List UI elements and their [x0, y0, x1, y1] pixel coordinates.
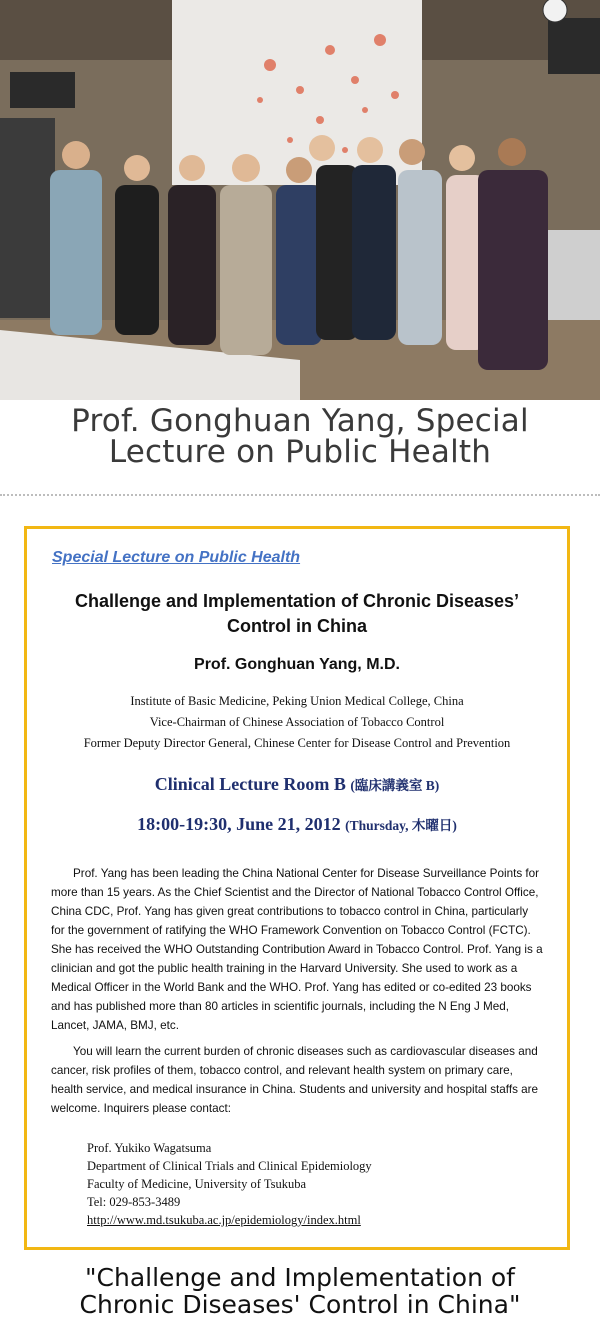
affiliation-line: Institute of Basic Medicine, Peking Union Medical College, China	[130, 694, 464, 708]
poster-room	[27, 774, 567, 795]
contact-tel: Tel: 029-853-3489	[87, 1195, 181, 1209]
poster-body	[51, 864, 543, 1125]
group-photo-illustration	[0, 0, 600, 400]
lecture-poster	[24, 526, 570, 1250]
datetime-day: (Thursday, 木曜日)	[345, 818, 457, 833]
dotted-divider	[0, 494, 600, 496]
affiliation-line: Vice-Chairman of Chinese Association of Tobacco Control	[149, 715, 445, 729]
poster-title-line1: Challenge and Implementation of Chronic Diseases’	[74, 591, 520, 611]
photo-caption-line2: Lecture on Public Health	[108, 434, 492, 470]
photo-caption-line1: Prof. Gonghuan Yang, Special	[71, 403, 529, 439]
datetime-text: 18:00-19:30, June 21, 2012	[137, 814, 341, 834]
photo-caption	[0, 403, 600, 470]
body-paragraph-2: You will learn the current burden of chronic diseases such as cardiovascular diseases and cancer, risk profiles of them, tobacco control, and relevant health system on primary care, health service, and medical insurance in China. Students and university and hospital staffs are welcome. Inquirers please contact:	[51, 1045, 539, 1115]
contact-name: Prof. Yukiko Wagatsuma	[87, 1141, 212, 1155]
poster-title	[27, 589, 567, 639]
poster-speaker: Prof. Gonghuan Yang, M.D.	[194, 656, 400, 673]
poster-affiliations	[27, 691, 567, 754]
contact-department: Department of Clinical Trials and Clinical Epidemiology	[87, 1159, 372, 1173]
room-name: Clinical Lecture Room B	[154, 774, 346, 794]
poster-caption-line2: Chronic Diseases' Control in China"	[79, 1290, 521, 1319]
affiliation-line: Former Deputy Director General, Chinese Center for Disease Control and Prevention	[83, 736, 511, 750]
contact-url-link[interactable]: http://www.md.tsukuba.ac.jp/epidemiology/index.html	[87, 1213, 361, 1227]
room-name-jp: (臨床講義室 B)	[350, 778, 440, 793]
poster-heading: Special Lecture on Public Health	[52, 549, 301, 566]
poster-title-line2: Control in China	[227, 616, 367, 636]
group-photo	[0, 0, 600, 400]
poster-caption	[0, 1264, 600, 1318]
body-paragraph-1: Prof. Yang has been leading the China National Center for Disease Surveillance Points for more than 15 years. As the Chief Scientist and the Director of National Tobacco Control Office, China CDC, Prof. Yang has given great contributions to tobacco control in China, particularly for the government of ratifying the WHO Framework Convention on Tobacco Control (FCTC). She has received the WHO Outstanding Contribution Award in Tobacco Control. Prof. Yang is a clinician and got the public health training in the Harvard University. She used to work as a Medical Officer in the World Bank and the WHO. Prof. Yang has edited or co-edited 23 books and has published more than 80 articles in scientific journals, including the N Eng J Med, Lancet, JAMA, BMJ, etc.	[51, 867, 543, 1032]
contact-faculty: Faculty of Medicine, University of Tsukuba	[87, 1177, 306, 1191]
poster-caption-line1: "Challenge and Implementation of	[85, 1263, 515, 1292]
poster-datetime	[27, 814, 567, 835]
poster-contact	[87, 1139, 372, 1229]
